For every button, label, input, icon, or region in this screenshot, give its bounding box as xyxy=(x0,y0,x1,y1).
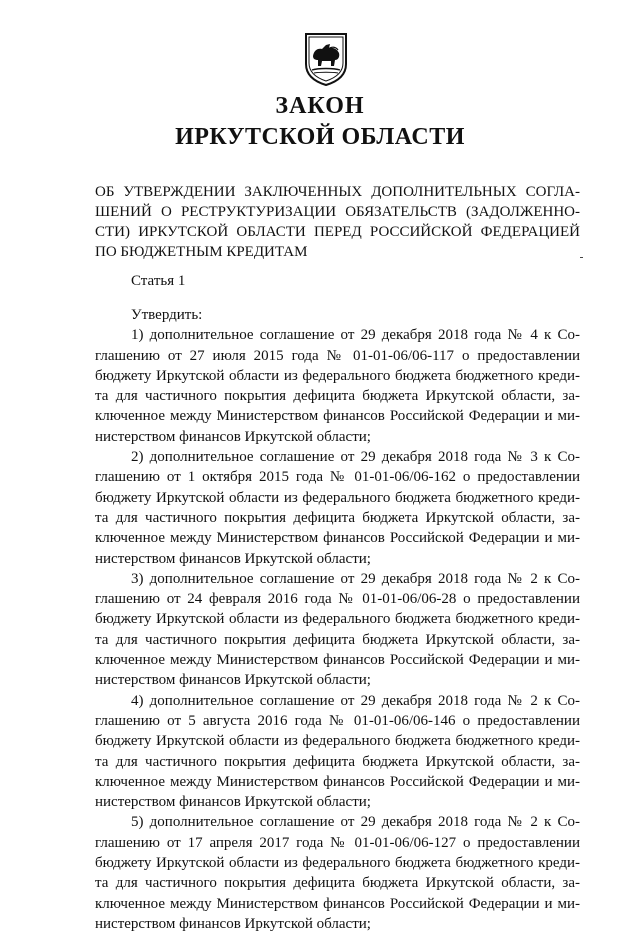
law-title: ЗАКОН xyxy=(275,93,365,119)
item-line: 1) дополнительное соглашение от 29 декабря 2018 года № 4 к Со- xyxy=(131,327,580,344)
agreement-item xyxy=(95,325,580,447)
item-line: бюджету Иркутской области из федерального бюджета бюджетного креди- xyxy=(95,855,580,872)
item-line: та для частичного покрытия дефицита бюджета Иркутской области, за- xyxy=(95,875,580,892)
irkutsk-coat-of-arms-icon xyxy=(304,32,348,86)
item-line: та для частичного покрытия дефицита бюджета Иркутской области, за- xyxy=(95,631,580,648)
article-body xyxy=(95,305,580,934)
item-line: глашению от 1 октября 2015 года № 01-01-06/06-162 о предоставлении xyxy=(95,469,580,486)
agreement-item xyxy=(95,569,580,691)
item-line: бюджету Иркутской области из федерального бюджета бюджетного креди- xyxy=(95,733,580,750)
item-line: глашению от 17 апреля 2017 года № 01-01-06/06-127 о предоставлении xyxy=(95,834,580,851)
item-line: глашению от 27 июля 2015 года № 01-01-06/06-117 о предоставлении xyxy=(95,347,580,364)
agreement-item xyxy=(95,447,580,569)
item-line: 3) дополнительное соглашение от 29 декабря 2018 года № 2 к Со- xyxy=(131,570,580,587)
item-line: нистерством финансов Иркутской области; xyxy=(95,428,371,445)
item-line: 5) дополнительное соглашение от 29 декабря 2018 года № 2 к Со- xyxy=(131,814,580,831)
heading-line: ОБ УТВЕРЖДЕНИИ ЗАКЛЮЧЕННЫХ ДОПОЛНИТЕЛЬНЫХ СОГЛА- xyxy=(95,184,580,200)
item-line: нистерством финансов Иркутской области; xyxy=(95,672,371,689)
article-intro: Утвердить: xyxy=(131,307,203,323)
heading-line: ШЕНИЙ О РЕСТРУКТУРИЗАЦИИ ОБЯЗАТЕЛЬСТВ (ЗАДОЛЖЕННО- xyxy=(95,204,580,220)
law-region-title: ИРКУТСКОЙ ОБЛАСТИ xyxy=(175,124,465,150)
item-line: та для частичного покрытия дефицита бюджета Иркутской области, за- xyxy=(95,509,580,526)
item-line: та для частичного покрытия дефицита бюджета Иркутской области, за- xyxy=(95,753,580,770)
item-line: ключенное между Министерством финансов Российской Федерации и ми- xyxy=(95,895,580,912)
heading-line: СТИ) ИРКУТСКОЙ ОБЛАСТИ ПЕРЕД РОССИЙСКОЙ ФЕДЕРАЦИЕЙ xyxy=(95,224,580,240)
article-label: Статья 1 xyxy=(131,273,186,289)
item-line: 4) дополнительное соглашение от 29 декабря 2018 года № 2 к Со- xyxy=(131,692,580,709)
item-line: бюджету Иркутской области из федерального бюджета бюджетного креди- xyxy=(95,611,580,628)
item-line: ключенное между Министерством финансов Российской Федерации и ми- xyxy=(95,773,580,790)
item-line: ключенное между Министерством финансов Российской Федерации и ми- xyxy=(95,652,580,669)
item-line: бюджету Иркутской области из федерального бюджета бюджетного креди- xyxy=(95,367,580,384)
agreement-item xyxy=(95,812,580,934)
margin-mark xyxy=(580,257,583,258)
item-line: 2) дополнительное соглашение от 29 декабря 2018 года № 3 к Со- xyxy=(131,449,580,466)
item-line: глашению от 5 августа 2016 года № 01-01-06/06-146 о предоставлении xyxy=(95,712,580,729)
law-heading xyxy=(95,182,580,262)
item-line: глашению от 24 февраля 2016 года № 01-01-06/06-28 о предоставлении xyxy=(95,591,580,608)
item-line: ключенное между Министерством финансов Российской Федерации и ми- xyxy=(95,530,580,547)
heading-line: ПО БЮДЖЕТНЫМ КРЕДИТАМ xyxy=(95,244,308,260)
item-line: ключенное между Министерством финансов Российской Федерации и ми- xyxy=(95,408,580,425)
item-line: нистерством финансов Иркутской области; xyxy=(95,794,371,811)
item-line: нистерством финансов Иркутской области; xyxy=(95,915,371,932)
item-line: бюджету Иркутской области из федерального бюджета бюджетного креди- xyxy=(95,489,580,506)
agreement-item xyxy=(95,691,580,813)
item-line: нистерством финансов Иркутской области; xyxy=(95,550,371,567)
item-line: та для частичного покрытия дефицита бюджета Иркутской области, за- xyxy=(95,388,580,405)
